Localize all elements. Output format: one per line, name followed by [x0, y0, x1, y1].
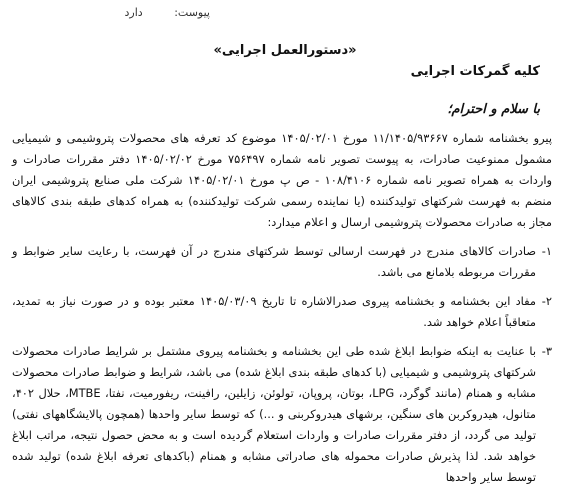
greeting: با سلام و احترام؛ [447, 102, 540, 117]
attachment-line [125, 6, 210, 19]
list-item-text: صادرات کالاهای مندرج در فهرست ارسالی توسط شرکتهای مندرج در آن فهرست، با رعایت سایر ضوابط و مقررات مربوطه بلامانع می باشد. [12, 244, 536, 279]
attachment-value: دارد [124, 6, 143, 19]
list-item [12, 291, 552, 333]
list-item-number: ۱- [541, 244, 552, 258]
document-title: «دستورالعمل اجرایی» [213, 43, 357, 58]
list-item-number: ۲- [541, 294, 552, 308]
list-item-text: مفاد این بخشنامه و بخشنامه پیروی صدرالاشاره تا تاریخ ۱۴۰۵/۰۳/۰۹ معتبر بوده و در صورت نیاز به تمدید، متعاقباً اعلام خواهد شد. [12, 294, 536, 329]
document-body [12, 128, 552, 496]
list-item [12, 241, 552, 283]
list-item [12, 341, 552, 488]
list-item-text: با عنایت به اینکه ضوابط ابلاغ شده طی این بخشنامه و بخشنامه پیروی مشتمل بر شرایط صادرات محصولات شرکتهای پتروشیمی و شیمیایی (با کدهای طبقه بندی ابلاغ شده) می باشد، شرایط و ضوابط صادرات محصولات مشابه و همنام (مانند گوگرد، LPG، بوتان، پروپان، تولوئن، زایلین، رافینت، ریفورمیت، نفتا، MTBE، حلال ۴۰۲، متانول، هیدروکربن های سنگین، برشهای هیدروکربنی و ...) که توسط سایر واحدها (همچون پالایشگاههای نفتی) تولید می گردد، از دفتر مقررات صادرات و واردات استعلام گردیده است و به محض حصول نتیجه، مراتب ابلاغ خواهد شد. لذا پذیرش صادرات محموله های صادراتی مشابه و همنام (باکدهای تعرفه ابلاغ شده) تولید شده توسط سایر واحدها [12, 344, 536, 484]
attachment-label: پیوست: [174, 6, 210, 19]
addressee: کلیه گمرکات اجرایی [410, 64, 540, 79]
list-item-number: ۳- [541, 344, 552, 358]
intro-paragraph: پیرو بخشنامه شماره ۱۱/۱۴۰۵/۹۳۶۶۷ مورخ ۱۴۰۵/۰۲/۰۱ موضوع کد تعرفه های محصولات پتروشیمی و شیمیایی مشمول ممنوعیت صادرات، به پیوست تصویر نامه شماره ۷۵۶۴۹۷ مورخ ۱۴۰۵/۰۲/۰۲ دفتر مقررات صادرات و واردات به همراه تصویر نامه شماره ۱۰۸/۴۱۰۶ - ص پ مورخ ۱۴۰۵/۰۲/۰۱ شرکت ملی صنایع پتروشیمی ایران منضم به فهرست شرکتهای تولیدکننده (یا نماینده رسمی شرکت تولیدکننده) به همراه کدهای طبقه بندی کالاهای مجاز به صادرات محصولات پتروشیمی ارسال و اعلام میدارد: [12, 131, 552, 229]
